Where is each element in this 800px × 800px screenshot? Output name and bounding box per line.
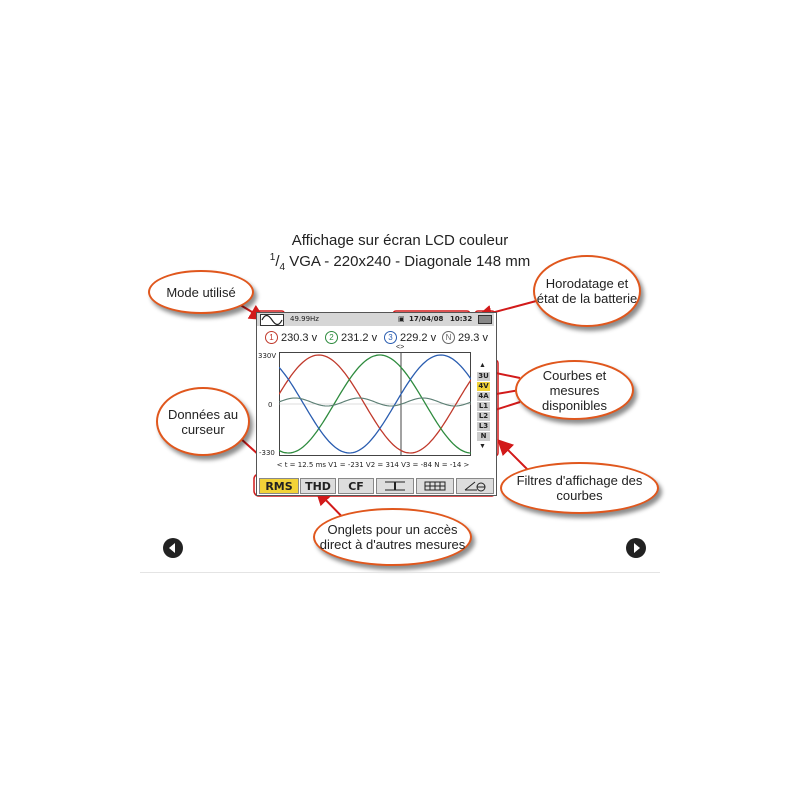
battery-icon: [478, 315, 492, 324]
filter-3u[interactable]: 3U: [478, 372, 489, 380]
tab-rms[interactable]: RMS: [259, 478, 299, 494]
axis-top-label: 330V: [258, 352, 277, 360]
scroll-down-icon[interactable]: ▼: [479, 443, 486, 450]
filter-l2[interactable]: L2: [478, 412, 489, 420]
neutral-value: 29.3 v: [458, 331, 488, 344]
previous-button[interactable]: [163, 538, 183, 558]
filter-l3[interactable]: L3: [478, 422, 489, 430]
divider: [140, 572, 660, 573]
date-value: 17/04/08: [409, 315, 444, 323]
phase-angle-icon: [463, 480, 487, 492]
measurement-3: [384, 331, 436, 344]
title-line-1: Affichage sur écran LCD couleur: [291, 232, 509, 249]
next-button[interactable]: [626, 538, 646, 558]
phase-3-marker: 3: [384, 331, 397, 344]
min-max-icon: [383, 481, 407, 491]
table-icon: [424, 481, 446, 491]
cursor-readout: < t = 12.5 ms V1 = -231 V2 = 314 V3 = -84 N = -14 >: [276, 461, 470, 469]
filter-4v[interactable]: 4V: [478, 382, 489, 390]
title-line-2: $^1/_4$ VGA - 220x240 - Diagonale 148 mm: [269, 252, 531, 273]
waveform-plot: [279, 352, 471, 456]
measurement-n: [442, 331, 488, 344]
axis-mid-label: 0: [268, 401, 273, 409]
callout-filtres: Filtres d'affichage des courbes: [500, 462, 659, 514]
measurement-1: [265, 331, 317, 344]
measurement-2: [325, 331, 377, 344]
callout-onglets: Onglets pour un accès direct à d'autres mesures: [313, 508, 472, 566]
arrow-left-icon: [163, 538, 183, 558]
tab-phase-angle[interactable]: [456, 478, 494, 494]
title-fraction-denominator: 4: [279, 262, 286, 273]
status-bar: [257, 313, 494, 326]
waveform-mode-icon[interactable]: [260, 314, 284, 326]
arrow-right-icon: [626, 538, 646, 558]
arrow-filtres: [500, 442, 530, 472]
tab-cf[interactable]: CF: [338, 478, 374, 494]
neutral-marker: N: [442, 331, 455, 344]
callout-courbes: Courbes et mesures disponibles: [515, 360, 634, 420]
calendar-icon: ▣: [398, 315, 405, 323]
title-fraction-numerator: 1: [269, 252, 276, 263]
callout-donnees: Données au curseur: [156, 387, 250, 456]
phase-2-marker: 2: [325, 331, 338, 344]
filter-n[interactable]: N: [477, 432, 490, 441]
phase-2-value: 231.2 v: [341, 331, 378, 344]
axis-bottom-label: -330: [259, 449, 275, 457]
tab-thd[interactable]: THD: [300, 478, 336, 494]
filter-l1[interactable]: L1: [478, 402, 489, 410]
phase-3-value: 229.2 v: [400, 331, 437, 344]
title-line-2-text: VGA - 220x240 - Diagonale 148 mm: [285, 253, 531, 270]
phase-1-value: 230.3 v: [281, 331, 318, 344]
tab-table[interactable]: [416, 478, 454, 494]
phase-1-marker: 1: [265, 331, 278, 344]
callout-mode: Mode utilisé: [148, 270, 254, 314]
filter-4a[interactable]: 4A: [478, 392, 489, 400]
neutral-waveform: [279, 398, 471, 406]
callout-horodatage: Horodatage et état de la batterie: [533, 255, 641, 327]
frequency-value: 49.99Hz: [290, 315, 319, 323]
cursor-handle-icon[interactable]: <>: [396, 344, 405, 351]
tab-min-max[interactable]: [376, 478, 414, 494]
time-value: 10:32: [450, 315, 473, 323]
scroll-up-icon[interactable]: ▲: [479, 362, 486, 369]
